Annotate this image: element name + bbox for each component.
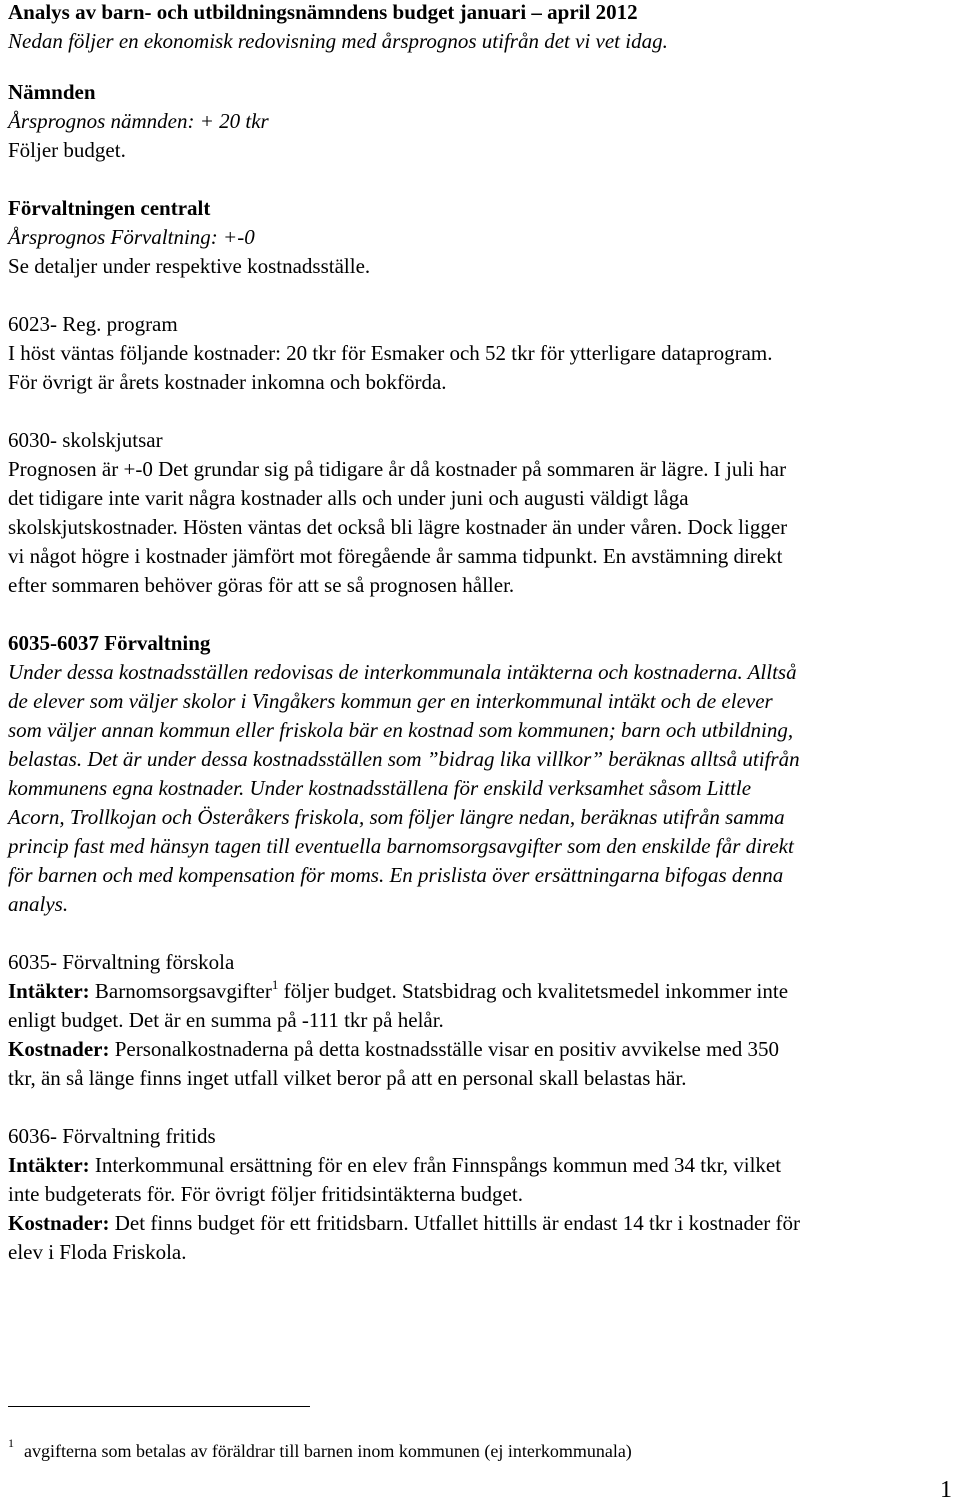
s6023-line: I höst väntas följande kostnader: 20 tkr för Esmaker och 52 tkr för ytterligare dataprogram. (8, 341, 773, 365)
s6035-intakter (8, 979, 788, 1004)
footnote-reference: 1 (271, 977, 279, 992)
intakter-label: Intäkter: (8, 1153, 90, 1177)
kostnader-label: Kostnader: (8, 1211, 110, 1235)
intakter-text: Interkommunal ersättning för en elev från Finnspångs kommun med 34 tkr, vilket (89, 1153, 782, 1177)
s6030-heading: 6030- skolskjutsar (8, 428, 163, 452)
s6035-kostnader-line2: tkr, än så länge finns inget utfall vilket beror på att en personal skall belastas här. (8, 1066, 687, 1090)
s6035-6037-line: som väljer annan kommun eller friskola bär en kostnad som kommunen; barn och utbildning, (8, 718, 794, 742)
s6035-6037-line: Acorn, Trollkojan och Österåkers friskola, som följer längre nedan, beräknas utifrån samma (8, 805, 785, 829)
s6030-line: efter sommaren behöver göras för att se så prognosen håller. (8, 573, 515, 597)
kostnader-text: Det finns budget för ett fritidsbarn. Utfallet hittills är endast 14 tkr i kostnader för (109, 1211, 800, 1235)
kostnader-label: Kostnader: (8, 1037, 110, 1061)
footnote-number: 1 (8, 1436, 14, 1450)
s6035-6037-line: kommunens egna kostnader. Under kostnadsställena för enskild verksamhet såsom Little (8, 776, 752, 800)
s6035-intakter-line2: enligt budget. Det är en summa på -111 tkr på helår. (8, 1008, 444, 1032)
s6035-6037-line: för barnen och med kompensation för moms. En prislista över ersättningarna bifogas denna (8, 863, 784, 887)
forvaltningen-text: Se detaljer under respektive kostnadsställe. (8, 254, 371, 278)
s6036-intakter-line2: inte budgeterats för. För övrigt följer fritidsintäkterna budget. (8, 1182, 523, 1206)
intakter-label: Intäkter: (8, 979, 90, 1003)
forvaltningen-heading: Förvaltningen centralt (8, 196, 211, 220)
s6030-line: det tidigare inte varit några kostnader alls och under juni och augusti väldigt låga (8, 486, 689, 510)
footnote-text: avgifterna som betalas av föräldrar till barnen inom kommunen (ej interkommunala) (24, 1441, 632, 1461)
s6030-line: skolskjutskostnader. Hösten väntas det också bli lägre kostnader än under våren. Dock ligger (8, 515, 788, 539)
s6030-line: vi något högre i kostnader jämfört mot föregående år samma tidpunkt. En avstämning direkt (8, 544, 783, 568)
s6036-kostnader-line2: elev i Floda Friskola. (8, 1240, 187, 1264)
s6035-6037-heading: 6035-6037 Förvaltning (8, 631, 211, 655)
s6030-line: Prognosen är +-0 Det grundar sig på tidigare år då kostnader på sommaren är lägre. I juli har (8, 457, 787, 481)
forvaltningen-prognos: Årsprognos Förvaltning: +-0 (8, 225, 255, 249)
namnden-text: Följer budget. (8, 138, 126, 162)
s6023-line: För övrigt är årets kostnader inkomna och bokförda. (8, 370, 447, 394)
s6036-kostnader (8, 1211, 800, 1236)
footnote (8, 1436, 632, 1462)
intakter-text: följer budget. Statsbidrag och kvalitetsmedel inkommer inte (278, 979, 789, 1003)
document-subtitle: Nedan följer en ekonomisk redovisning med årsprognos utifrån det vi vet idag. (8, 29, 668, 53)
s6036-heading: 6036- Förvaltning fritids (8, 1124, 216, 1148)
s6035-6037-line: belastas. Det är under dessa kostnadsställen som ”bidrag lika villkor” beräknas alltså utifrån (8, 747, 800, 771)
s6035-6037-line: princip fast med hänsyn tagen till eventuella barnomsorgsavgifter som den enskilde får direkt (8, 834, 794, 858)
page-number: 1 (940, 1477, 952, 1503)
s6035-kostnader (8, 1037, 779, 1062)
namnden-prognos: Årsprognos nämnden: + 20 tkr (8, 109, 269, 133)
footnote-separator (8, 1406, 310, 1407)
s6035-6037-line: de elever som väljer skolor i Vingåkers kommun ger en interkommunal intäkt och de elever (8, 689, 773, 713)
s6023-heading: 6023- Reg. program (8, 312, 178, 336)
s6035-6037-line: analys. (8, 892, 69, 916)
namnden-heading: Nämnden (8, 80, 96, 104)
kostnader-text: Personalkostnaderna på detta kostnadsställe visar en positiv avvikelse med 350 (109, 1037, 780, 1061)
s6035-heading: 6035- Förvaltning förskola (8, 950, 235, 974)
intakter-text: Barnomsorgsavgifter (89, 979, 272, 1003)
document-title: Analys av barn- och utbildningsnämndens budget januari – april 2012 (8, 0, 638, 24)
s6036-intakter (8, 1153, 781, 1178)
s6035-6037-line: Under dessa kostnadsställen redovisas de interkommunala intäkterna och kostnaderna. Alltså (8, 660, 797, 684)
